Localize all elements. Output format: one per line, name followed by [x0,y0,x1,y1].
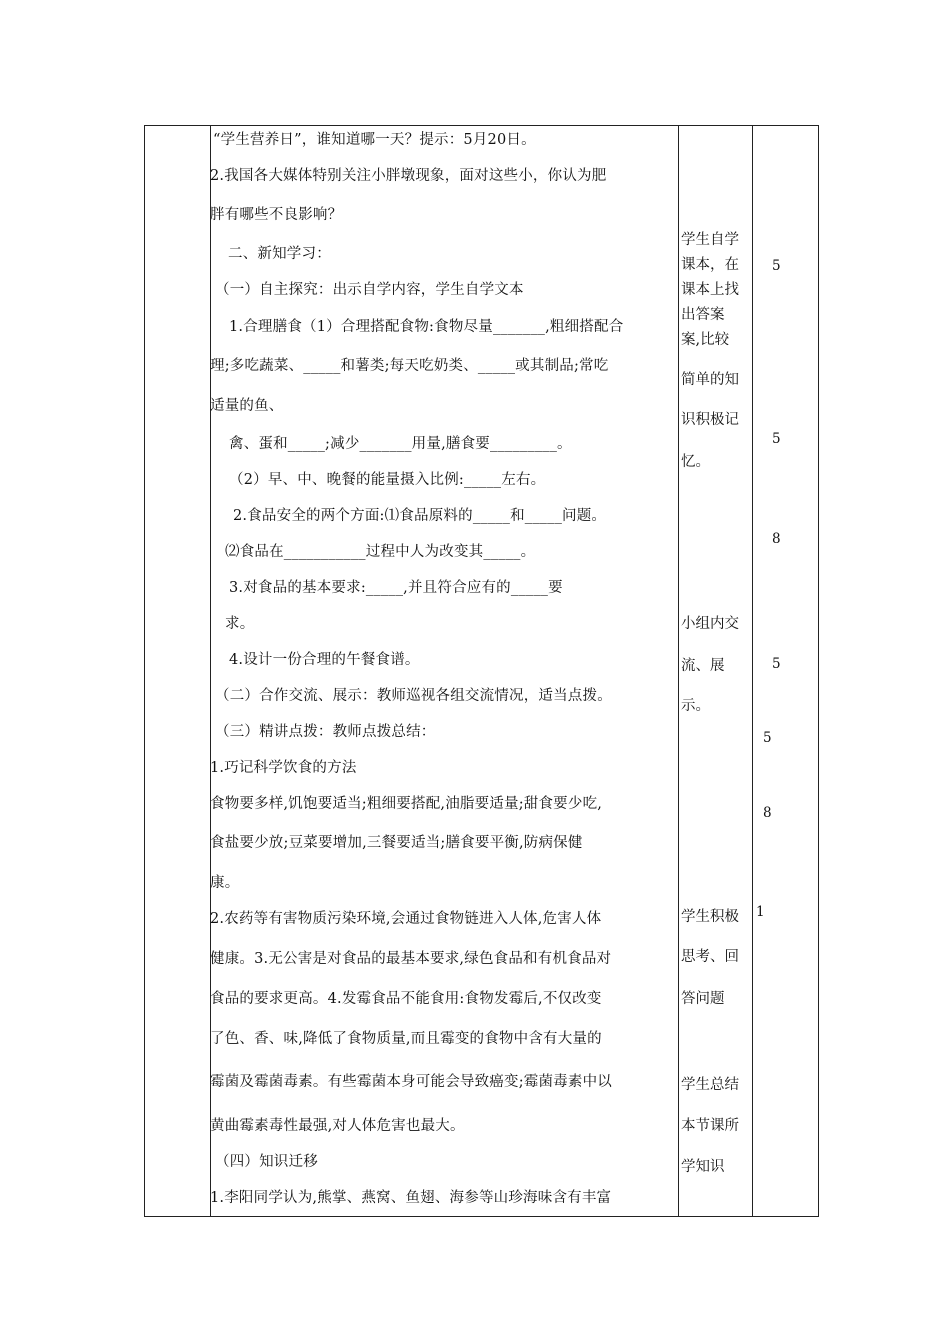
subsection-heading: （一）自主探究：出示自学内容，学生自学文本 [215,282,524,298]
section-heading: 二、新知学习： [228,246,331,262]
activity-line: 思考、回 [681,949,739,965]
content-line: 1.李阳同学认为,熊掌、燕窝、鱼翅、海参等山珍海味含有丰富 [210,1190,612,1206]
content-line: 理;多吃蔬菜、_____和薯类;每天吃奶类、_____或其制品;常吃 [210,358,609,374]
content-line: 康。 [210,875,240,891]
activity-line: 简单的知 [681,372,739,388]
subsection-heading: （三）精讲点拨：教师点拨总结： [215,724,436,740]
content-line: ⑵食品在___________过程中人为改变其_____。 [225,544,536,560]
content-line: 了色、香、味,降低了食物质量,而且霉变的食物中含有大量的 [210,1031,602,1047]
time-value: 5 [772,656,781,672]
activity-line: 出答案 [681,307,725,323]
content-line: 求。 [225,616,255,632]
content-line: （2）早、中、晚餐的能量摄入比例:_____左右。 [229,472,546,488]
content-line: 1.合理膳食（1）合理搭配食物:食物尽量_______,粗细搭配合 [229,319,624,335]
subsection-heading: （四）知识迁移 [215,1154,318,1170]
content-line: 食物要多样,饥饱要适当;粗细要搭配,油脂要适量;甜食要少吃, [210,796,603,812]
content-line: “学生营养日”，谁知道哪一天？提示：5月20日。 [213,132,536,148]
content-line: 霉菌及霉菌毒素。有些霉菌本身可能会导致癌变;霉菌毒素中以 [210,1074,612,1090]
activity-line: 小组内交 [681,616,739,632]
time-value: 1 [756,904,765,920]
content-line: 2.我国各大媒体特别关注小胖墩现象，面对这些小，你认为肥 [210,168,607,184]
time-value: 8 [763,805,772,821]
time-value: 5 [772,258,781,274]
content-line: 胖有哪些不良影响？ [210,207,343,223]
content-line: 1.巧记科学饮食的方法 [210,760,357,776]
content-line: 禽、蛋和_____;减少_______用量,膳食要_________。 [229,436,572,452]
content-line: 食品的要求更高。4.发霉食品不能食用:食物发霉后,不仅改变 [210,991,602,1007]
activity-line: 课本，在 [681,257,739,273]
activity-line: 示。 [681,698,710,714]
content-line: 食盐要少放;豆菜要增加,三餐要适当;膳食要平衡,防病保健 [210,835,583,851]
content-line: 黄曲霉素毒性最强,对人体危害也最大。 [210,1118,465,1134]
time-value: 8 [772,531,781,547]
content-line: 4.设计一份合理的午餐食谱。 [229,652,420,668]
content-line: 2.农药等有害物质污染环境,会通过食物链进入人体,危害人体 [210,911,602,927]
activity-line: 学生积极 [681,909,739,925]
activity-line: 学知识 [681,1159,725,1175]
subsection-heading: （二）合作交流、展示：教师巡视各组交流情况，适当点拨。 [215,688,612,704]
content-line: 适量的鱼、 [210,398,284,414]
activity-line: 本节课所 [681,1118,739,1134]
activity-line: 答问题 [681,991,725,1007]
time-value: 5 [763,730,772,746]
activity-line: 识积极记 [681,412,739,428]
column-divider-2 [678,125,679,1217]
content-line: 3.对食品的基本要求:_____,并且符合应有的_____要 [229,580,563,596]
time-value: 5 [772,431,781,447]
activity-line: 课本上找 [681,282,739,298]
activity-line: 流、展 [681,658,725,674]
content-line: 2.食品安全的两个方面:⑴食品原料的_____和_____问题。 [233,508,607,524]
activity-line: 学生自学 [681,232,739,248]
column-divider-1 [210,125,211,1217]
activity-line: 忆。 [681,454,710,470]
content-line: 健康。3.无公害是对食品的最基本要求,绿色食品和有机食品对 [210,951,612,967]
activity-line: 案,比较 [681,332,730,348]
activity-line: 学生总结 [681,1077,739,1093]
column-divider-3 [752,125,753,1217]
